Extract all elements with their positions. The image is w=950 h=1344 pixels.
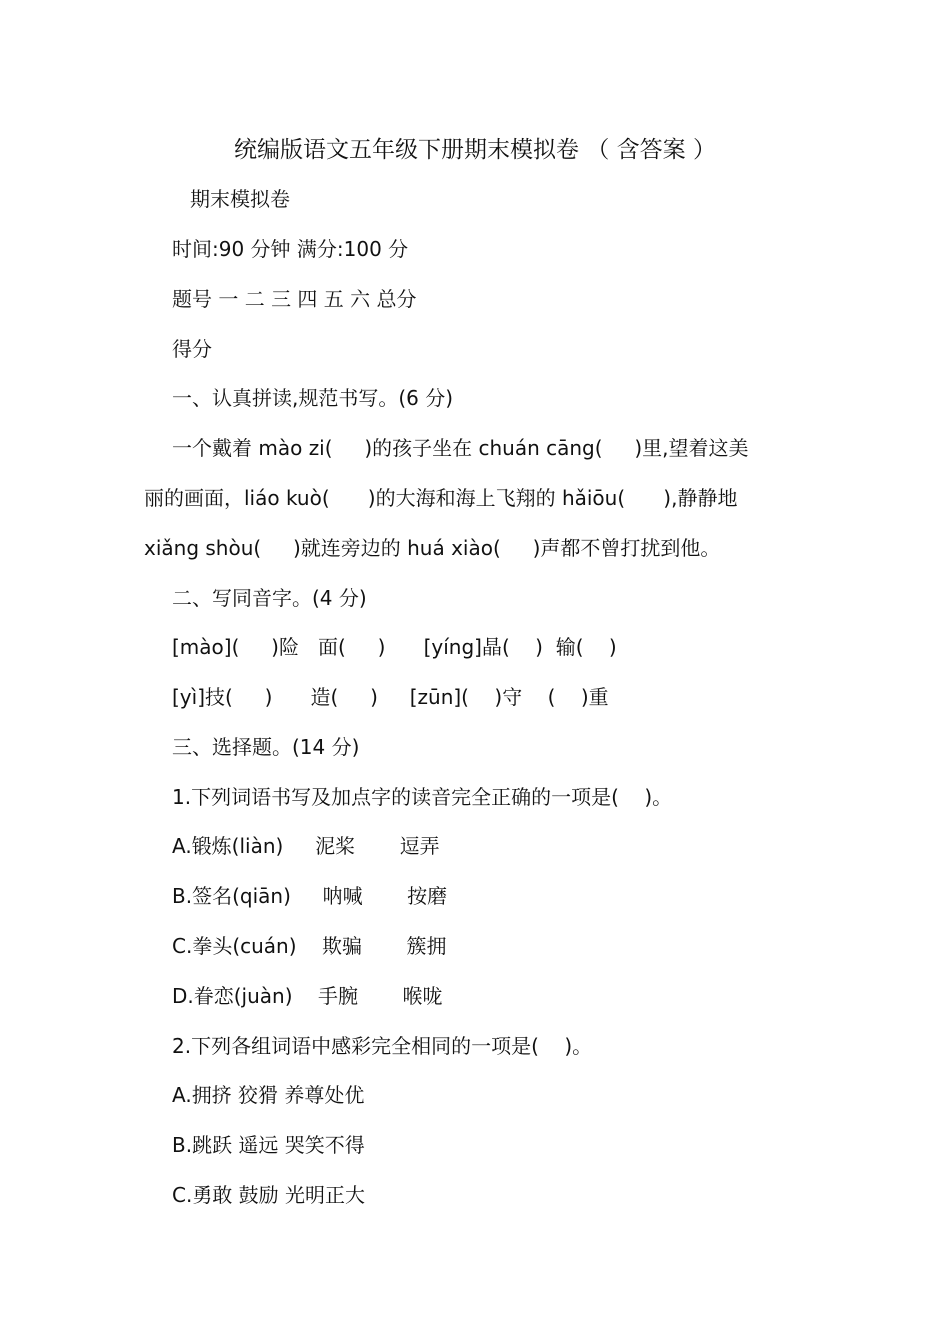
time-info: 时间:90 分钟 满分:100 分 xyxy=(172,237,409,261)
section1-line: 丽的画面，liáo kuò( )的大海和海上飞翔的 hǎiōu( ),静静地 xyxy=(144,486,738,510)
score-table-header: 题号 一 二 三 四 五 六 总分 xyxy=(172,287,417,311)
section2-line: [yì]技( ) 造( ) [zūn]( )守 ( )重 xyxy=(172,685,609,709)
section1-heading: 一、认真拼读,规范书写。(6 分) xyxy=(172,386,454,410)
section3-heading: 三、选择题。(14 分) xyxy=(172,735,360,759)
question-2-option-c: C.勇敢 鼓励 光明正大 xyxy=(172,1183,366,1207)
section1-line: xiǎng shòu( )就连旁边的 huá xiào( )声都不曾打扰到他。 xyxy=(144,536,721,560)
question-1-option-a: A.锻炼(liàn) 泥桨 逗弄 xyxy=(172,834,440,858)
question-1-stem: 1.下列词语书写及加点字的读音完全正确的一项是( )。 xyxy=(172,785,673,809)
score-table-label: 得分 xyxy=(172,337,212,361)
question-1-option-b: B.签名(qiān) 呐喊 按磨 xyxy=(172,884,448,908)
document-subtitle: 期末模拟卷 xyxy=(190,187,290,211)
section2-heading: 二、写同音字。(4 分) xyxy=(172,586,367,610)
question-2-option-b: B.跳跃 遥远 哭笑不得 xyxy=(172,1133,365,1157)
section1-line: 一个戴着 mào zi( )的孩子坐在 chuán cāng( )里,望着这美 xyxy=(172,436,749,460)
question-2-option-a: A.拥挤 狡猾 养尊处优 xyxy=(172,1083,365,1107)
question-2-stem: 2.下列各组词语中感彩完全相同的一项是( )。 xyxy=(172,1034,593,1058)
question-1-option-c: C.拳头(cuán) 欺骗 簇拥 xyxy=(172,934,447,958)
document-title: 统编版语文五年级下册期末模拟卷 （ 含答案 ） xyxy=(234,137,716,163)
question-1-option-d: D.眷恋(juàn) 手腕 喉咙 xyxy=(172,984,443,1008)
section2-line: [mào]( )险 面( ) [yíng]晶( ) 输( ) xyxy=(172,635,617,659)
